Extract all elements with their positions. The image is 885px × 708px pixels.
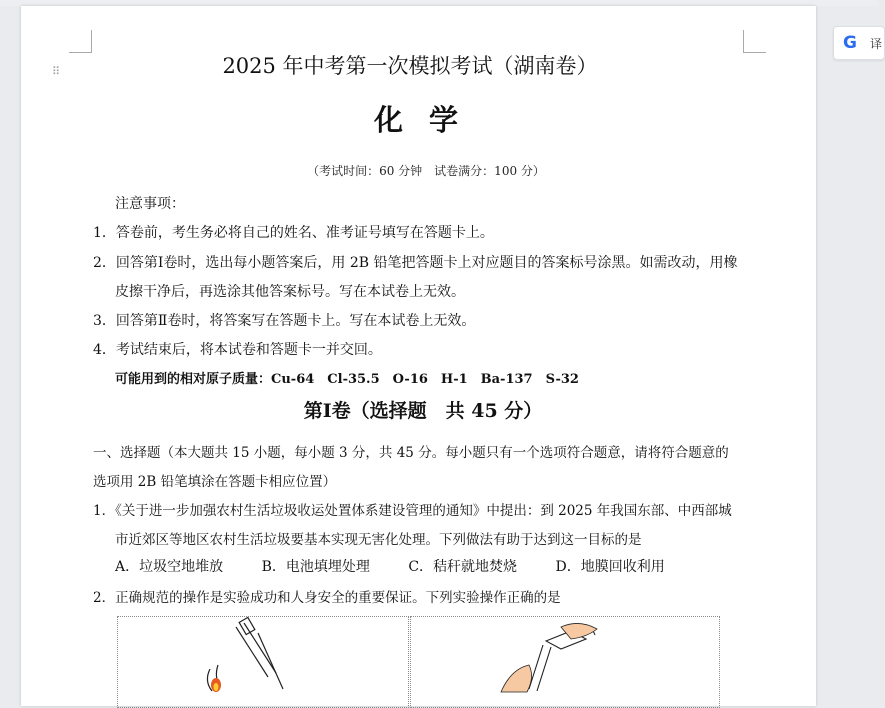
question-1-line-2: 市近郊区等地区农村生活垃圾要基本实现无害化处理。下列做法有助于达到这一目标的是: [115, 532, 642, 548]
question-2-line-1: 2．正确规范的操作是实验成功和人身安全的重要保证。下列实验操作正确的是: [93, 590, 561, 606]
notice-heading: 注意事项：: [115, 196, 185, 212]
translate-button[interactable]: [833, 26, 885, 60]
notice-item-4: 4．考试结束后，将本试卷和答题卡一并交回。: [93, 342, 382, 358]
option-d: D．地膜回收利用: [555, 559, 665, 575]
drag-handle-icon[interactable]: ⠿: [52, 65, 62, 78]
figure-box-a: [117, 616, 409, 708]
notice-item-2-cont: 皮擦干净后，再选涂其他答案标号。写在本试卷上无效。: [115, 284, 465, 300]
notice-item-1: 1．答卷前，考生务必将自己的姓名、准考证号填写在答题卡上。: [93, 225, 494, 241]
subject-title: 化学: [373, 103, 484, 137]
option-c: C．秸秆就地焚烧: [408, 559, 518, 575]
exam-meta: （考试时间：60 分钟 试卷满分：100 分）: [307, 164, 545, 178]
notice-item-3: 3．回答第Ⅱ卷时，将答案写在答题卡上。写在本试卷上无效。: [93, 313, 476, 329]
part-intro-line-1: 一、选择题（本大题共 15 小题，每小题 3 分，共 45 分。每小题只有一个选项符合题意，请将符合题意的: [93, 445, 729, 461]
test-tube-heating-figure: [118, 617, 408, 692]
page-title: 2025 年中考第一次模拟考试（湖南卷）: [222, 54, 598, 78]
question-1-line-1: 1．《关于进一步加强农村生活垃圾收运处置体系建设管理的通知》中提出：到 2025 年我国东部、中西部城: [93, 503, 732, 519]
G-icon: G: [843, 33, 857, 53]
notice-item-2: 2．回答第Ⅰ卷时，选出每小题答案后，用 2B 铅笔把答题卡上对应题目的答案标号涂黑。如需改动，用橡: [93, 255, 738, 271]
option-a: A．垃圾空地堆放: [115, 559, 224, 575]
translate-button-label: 译: [870, 37, 883, 51]
option-b: B．电池填埋处理: [261, 559, 370, 575]
figure-box-b: [410, 616, 720, 708]
atomic-masses: 可能用到的相对原子质量：Cu-64 Cl-35.5 O-16 H-1 Ba-137 S-32: [115, 372, 579, 387]
pouring-liquid-figure: [411, 617, 719, 692]
section-title: 第Ⅰ卷（选择题 共 45 分）: [303, 400, 543, 422]
question-1-options: [115, 556, 699, 576]
part-intro-line-2: 选项用 2B 铅笔填涂在答题卡相应位置）: [93, 474, 337, 490]
